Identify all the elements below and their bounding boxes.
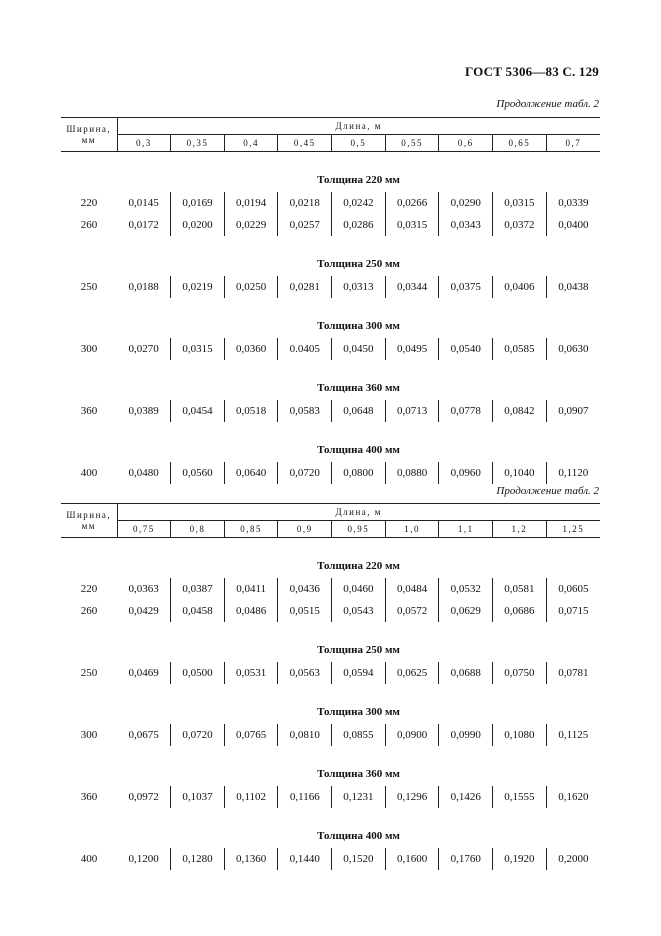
volume-value: 0,0500 xyxy=(171,662,225,684)
width-value: 250 xyxy=(80,667,98,679)
width-value: 400 xyxy=(80,467,98,479)
volume-value: 0,0990 xyxy=(439,724,493,746)
length-column-header: 0,6 xyxy=(439,135,493,152)
volume-value: 0,0629 xyxy=(439,600,493,622)
volume-value: 0,0531 xyxy=(224,662,278,684)
length-column-header: 0,9 xyxy=(278,521,332,538)
volume-value: 0,2000 xyxy=(546,848,600,870)
volume-value: 0,0518 xyxy=(224,400,278,422)
volume-value: 0,1360 xyxy=(224,848,278,870)
volume-value: 0,0855 xyxy=(332,724,386,746)
volume-value: 0,0563 xyxy=(278,662,332,684)
volume-value: 0,0172 xyxy=(128,219,159,231)
volume-value: 0,1920 xyxy=(493,848,547,870)
volume-value: 0,0343 xyxy=(439,214,493,236)
volume-value: 0,0810 xyxy=(278,724,332,746)
header-row xyxy=(61,118,600,135)
table-row xyxy=(61,786,600,808)
width-header-label: Ширина, xyxy=(66,509,112,520)
page-header: ГОСТ 5306—83 С. 129 xyxy=(465,64,599,79)
volume-value: 0,0781 xyxy=(546,662,600,684)
data-table-1 xyxy=(61,117,600,484)
volume-value: 0,0458 xyxy=(171,600,225,622)
volume-value: 0,0360 xyxy=(224,338,278,360)
width-value: 260 xyxy=(80,605,98,617)
width-header xyxy=(61,504,117,538)
thickness-row xyxy=(61,808,600,848)
thickness-row-blank xyxy=(61,538,117,579)
volume-value: 0,1280 xyxy=(171,848,225,870)
volume-value: 0,0266 xyxy=(385,192,439,214)
volume-value: 0,1440 xyxy=(278,848,332,870)
volume-value: 0,0281 xyxy=(278,276,332,298)
volume-value: 0,0648 xyxy=(332,400,386,422)
thickness-row xyxy=(61,422,600,462)
volume-value: 0,0532 xyxy=(439,578,493,600)
thickness-row xyxy=(61,538,600,579)
volume-value: 0,0495 xyxy=(385,338,439,360)
volume-value: 0,0594 xyxy=(332,662,386,684)
volume-value: 0,0411 xyxy=(224,578,278,600)
volume-value: 0,0313 xyxy=(332,276,386,298)
volume-value: 0,0515 xyxy=(278,600,332,622)
width-value: 360 xyxy=(80,791,98,803)
thickness-row xyxy=(61,152,600,193)
volume-value: 0,0540 xyxy=(439,338,493,360)
continuation-label-1: Продолжение табл. 2 xyxy=(496,98,599,110)
length-column-header: 0,7 xyxy=(546,135,600,152)
volume-value: 0,0454 xyxy=(171,400,225,422)
volume-value: 0,1520 xyxy=(332,848,386,870)
width-value: 400 xyxy=(80,853,98,865)
thickness-label: Толщина 220 мм xyxy=(317,174,400,186)
width-header xyxy=(61,118,117,152)
length-column-header: 0,8 xyxy=(171,521,225,538)
volume-value: 0,0640 xyxy=(224,462,278,484)
volume-value: 0,0585 xyxy=(493,338,547,360)
length-column-header: 0,55 xyxy=(385,135,439,152)
volume-value: 0,0720 xyxy=(278,462,332,484)
width-value: 260 xyxy=(80,219,98,231)
volume-value: 0,0778 xyxy=(439,400,493,422)
header-row xyxy=(61,504,600,521)
volume-value: 0,0480 xyxy=(128,467,159,479)
volume-value: 0,1200 xyxy=(128,853,159,865)
volume-value: 0,1040 xyxy=(493,462,547,484)
volume-value: 0,0363 xyxy=(128,583,159,595)
thickness-row xyxy=(61,298,600,338)
thickness-row-blank xyxy=(61,746,117,786)
volume-value: 0,0372 xyxy=(493,214,547,236)
volume-value: 0,0583 xyxy=(278,400,332,422)
volume-value: 0,1125 xyxy=(546,724,600,746)
volume-value: 0,1600 xyxy=(385,848,439,870)
thickness-row xyxy=(61,746,600,786)
length-column-header: 0,5 xyxy=(332,135,386,152)
thickness-row xyxy=(61,360,600,400)
thickness-label: Толщина 400 мм xyxy=(317,444,400,456)
volume-value: 0,0842 xyxy=(493,400,547,422)
width-value: 220 xyxy=(80,583,98,595)
volume-value: 0,0406 xyxy=(493,276,547,298)
volume-value: 0,0188 xyxy=(128,281,159,293)
length-column-header: 0,3 xyxy=(117,135,171,152)
volume-value: 0,1037 xyxy=(171,786,225,808)
thickness-label: Толщина 360 мм xyxy=(317,768,400,780)
volume-value: 0,0218 xyxy=(278,192,332,214)
table-row xyxy=(61,848,600,870)
volume-value: 0,0750 xyxy=(493,662,547,684)
volume-value: 0,0229 xyxy=(224,214,278,236)
volume-value: 0,1555 xyxy=(493,786,547,808)
length-column-header: 0,45 xyxy=(278,135,332,152)
thickness-row xyxy=(61,684,600,724)
volume-value: 0,0145 xyxy=(128,197,159,209)
volume-value: 0,0400 xyxy=(546,214,600,236)
volume-value: 0,0290 xyxy=(439,192,493,214)
volume-value: 0,0257 xyxy=(278,214,332,236)
volume-value: 0,0713 xyxy=(385,400,439,422)
length-values-row xyxy=(61,135,600,152)
width-header-label: Ширина, xyxy=(66,123,112,134)
volume-value: 0,0581 xyxy=(493,578,547,600)
length-header: Длина, м xyxy=(117,504,600,521)
volume-value: 0,0194 xyxy=(224,192,278,214)
volume-value: 0.0405 xyxy=(278,338,332,360)
table-row xyxy=(61,214,600,236)
volume-value: 0,0543 xyxy=(332,600,386,622)
length-column-header: 1,0 xyxy=(385,521,439,538)
volume-value: 0,0900 xyxy=(385,724,439,746)
volume-value: 0,0715 xyxy=(546,600,600,622)
volume-value: 0,0200 xyxy=(171,214,225,236)
thickness-row-blank xyxy=(61,684,117,724)
thickness-row xyxy=(61,622,600,662)
volume-value: 0,0630 xyxy=(546,338,600,360)
width-value: 250 xyxy=(80,281,98,293)
volume-value: 0,1426 xyxy=(439,786,493,808)
table-row xyxy=(61,400,600,422)
length-values-row xyxy=(61,521,600,538)
volume-value: 0,0605 xyxy=(546,578,600,600)
volume-value: 0,1760 xyxy=(439,848,493,870)
volume-value: 0,0560 xyxy=(171,462,225,484)
volume-value: 0,0484 xyxy=(385,578,439,600)
volume-value: 0,1620 xyxy=(546,786,600,808)
data-table-2 xyxy=(61,503,600,870)
volume-value: 0,0315 xyxy=(171,338,225,360)
volume-value: 0,0800 xyxy=(332,462,386,484)
volume-value: 0,0469 xyxy=(128,667,159,679)
thickness-label: Толщина 400 мм xyxy=(317,830,400,842)
table-row xyxy=(61,276,600,298)
volume-value: 0,1166 xyxy=(278,786,332,808)
volume-value: 0,1102 xyxy=(224,786,278,808)
volume-value: 0,0286 xyxy=(332,214,386,236)
thickness-row-blank xyxy=(61,622,117,662)
volume-value: 0,1120 xyxy=(546,462,600,484)
thickness-label: Толщина 300 мм xyxy=(317,320,400,332)
volume-value: 0,0960 xyxy=(439,462,493,484)
table-row xyxy=(61,192,600,214)
length-header: Длина, м xyxy=(117,118,600,135)
volume-value: 0,0375 xyxy=(439,276,493,298)
volume-value: 0,0688 xyxy=(439,662,493,684)
thickness-row-blank xyxy=(61,360,117,400)
thickness-label: Толщина 220 мм xyxy=(317,560,400,572)
volume-value: 0,0765 xyxy=(224,724,278,746)
length-column-header: 0,95 xyxy=(332,521,386,538)
volume-value: 0,0219 xyxy=(171,276,225,298)
table-row xyxy=(61,338,600,360)
volume-value: 0,0169 xyxy=(171,192,225,214)
volume-value: 0,0460 xyxy=(332,578,386,600)
thickness-label: Толщина 300 мм xyxy=(317,706,400,718)
thickness-label: Толщина 360 мм xyxy=(317,382,400,394)
volume-value: 0,0572 xyxy=(385,600,439,622)
volume-value: 0,0389 xyxy=(128,405,159,417)
volume-value: 0,0339 xyxy=(546,192,600,214)
length-column-header: 0,85 xyxy=(224,521,278,538)
thickness-row-blank xyxy=(61,236,117,276)
thickness-row-blank xyxy=(61,152,117,193)
width-value: 360 xyxy=(80,405,98,417)
length-column-header: 1,2 xyxy=(493,521,547,538)
length-column-header: 1,25 xyxy=(546,521,600,538)
thickness-row-blank xyxy=(61,298,117,338)
volume-value: 0,0387 xyxy=(171,578,225,600)
volume-value: 0,1231 xyxy=(332,786,386,808)
table-row xyxy=(61,578,600,600)
volume-value: 0,0242 xyxy=(332,192,386,214)
length-column-header: 0,65 xyxy=(493,135,547,152)
volume-value: 0,0625 xyxy=(385,662,439,684)
width-header-unit: мм xyxy=(81,520,96,531)
thickness-row xyxy=(61,236,600,276)
width-header-unit: мм xyxy=(81,134,96,145)
table-row xyxy=(61,662,600,684)
volume-value: 0,0429 xyxy=(128,605,159,617)
volume-value: 0,0315 xyxy=(493,192,547,214)
volume-value: 0,0486 xyxy=(224,600,278,622)
volume-value: 0,0344 xyxy=(385,276,439,298)
volume-value: 0,0675 xyxy=(128,729,159,741)
volume-value: 0,0436 xyxy=(278,578,332,600)
thickness-label: Толщина 250 мм xyxy=(317,258,400,270)
table-row xyxy=(61,462,600,484)
length-column-header: 1,1 xyxy=(439,521,493,538)
volume-value: 0,0907 xyxy=(546,400,600,422)
volume-value: 0,0880 xyxy=(385,462,439,484)
length-column-header: 0,75 xyxy=(117,521,171,538)
thickness-label: Толщина 250 мм xyxy=(317,644,400,656)
volume-value: 0,0315 xyxy=(385,214,439,236)
width-value: 220 xyxy=(80,197,98,209)
volume-value: 0,0972 xyxy=(128,791,159,803)
thickness-row-blank xyxy=(61,422,117,462)
volume-value: 0,0720 xyxy=(171,724,225,746)
width-value: 300 xyxy=(80,343,98,355)
volume-value: 0,0438 xyxy=(546,276,600,298)
thickness-row-blank xyxy=(61,808,117,848)
volume-value: 0,0250 xyxy=(224,276,278,298)
volume-value: 0,0686 xyxy=(493,600,547,622)
length-column-header: 0,35 xyxy=(171,135,225,152)
volume-value: 0,1080 xyxy=(493,724,547,746)
volume-value: 0,1296 xyxy=(385,786,439,808)
continuation-label-2: Продолжение табл. 2 xyxy=(496,485,599,497)
volume-value: 0,0270 xyxy=(128,343,159,355)
volume-value: 0,0450 xyxy=(332,338,386,360)
table-row xyxy=(61,724,600,746)
table-row xyxy=(61,600,600,622)
length-column-header: 0,4 xyxy=(224,135,278,152)
width-value: 300 xyxy=(80,729,98,741)
